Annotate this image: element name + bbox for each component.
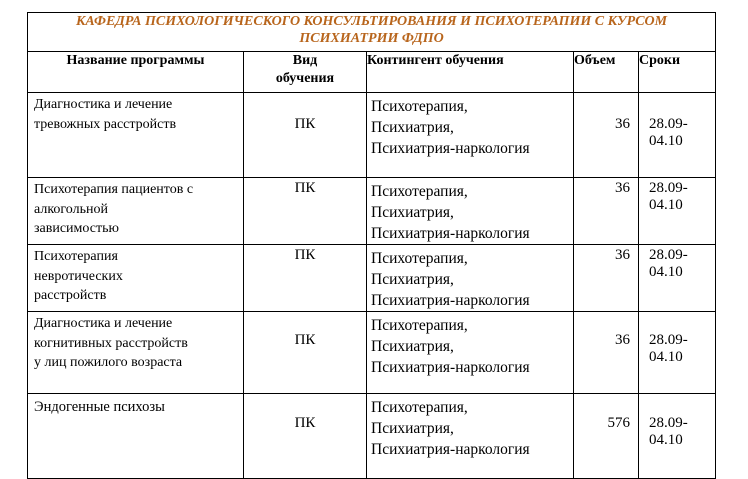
program-name-cell: [28, 312, 244, 394]
contingent-line: Психиатрия,: [371, 204, 454, 221]
header-program-name: Название программы: [28, 52, 244, 93]
contingent-line: Психотерапия,: [371, 250, 468, 267]
volume-cell: 576: [574, 394, 639, 479]
header-contingent: Контингент обучения: [367, 52, 574, 93]
header-row: [28, 52, 716, 93]
program-name-line: когнитивных расстройств: [34, 335, 188, 351]
program-name-cell: [28, 394, 244, 479]
header-study-type: [244, 52, 367, 93]
programs-table: [27, 12, 716, 479]
contingent-cell: [367, 394, 574, 479]
program-name-line: Диагностика и лечение: [34, 97, 173, 112]
program-name-line: у лиц пожилого возраста: [34, 355, 183, 370]
contingent-line: Психотерапия,: [371, 317, 468, 334]
contingent-line: Психиатрия-наркология: [371, 441, 530, 458]
volume-cell: 36: [574, 312, 639, 394]
header-study-type-line-1: Вид: [292, 53, 318, 68]
department-title: [28, 13, 716, 52]
program-name-line: Диагностика и лечение: [34, 316, 173, 331]
study-type-cell: ПК: [244, 245, 367, 312]
terms-cell: 28.09-04.10: [639, 93, 716, 178]
contingent-line: Психиатрия-наркология: [371, 140, 530, 157]
program-name-line: Психотерапия: [34, 249, 118, 264]
contingent-line: Психиатрия,: [371, 420, 454, 437]
program-name-cell: [28, 245, 244, 312]
contingent-cell: [367, 245, 574, 312]
table-row: [28, 245, 716, 312]
program-name-line: алкогольной: [34, 201, 108, 217]
header-study-type-line-2: обучения: [275, 71, 335, 86]
program-name-line: невротических: [34, 268, 123, 284]
table-row: [28, 178, 716, 245]
table-row: [28, 312, 716, 394]
contingent-line: Психиатрия-наркология: [371, 292, 530, 309]
contingent-line: Психиатрия,: [371, 119, 454, 136]
contingent-cell: [367, 178, 574, 245]
study-type-cell: ПК: [244, 178, 367, 245]
program-name-line: тревожных расстройств: [34, 116, 177, 132]
contingent-line: Психиатрия,: [371, 338, 454, 355]
contingent-line: Психиатрия-наркология: [371, 359, 530, 376]
contingent-line: Психотерапия,: [371, 98, 468, 115]
volume-cell: 36: [574, 93, 639, 178]
program-name-line: расстройств: [34, 288, 107, 303]
contingent-line: Психиатрия,: [371, 271, 454, 288]
program-name-line: Психотерапия пациентов с: [34, 182, 194, 197]
study-type-cell: ПК: [244, 394, 367, 479]
study-type-cell: ПК: [244, 312, 367, 394]
terms-cell: 28.09-04.10: [639, 394, 716, 479]
program-name-cell: [28, 178, 244, 245]
program-name-cell: [28, 93, 244, 178]
study-type-cell: ПК: [244, 93, 367, 178]
title-row: [28, 13, 716, 52]
contingent-line: Психиатрия-наркология: [371, 225, 530, 242]
program-name-line: Эндогенные психозы: [34, 399, 165, 415]
department-title-line-1: КАФЕДРА ПСИХОЛОГИЧЕСКОГО КОНСУЛЬТИРОВАНИЯ И ПСИХОТЕРАПИИ С КУРСОМ: [75, 14, 668, 29]
header-terms: Сроки: [639, 52, 716, 93]
contingent-cell: [367, 312, 574, 394]
program-name-line: зависимостью: [34, 221, 119, 236]
contingent-line: Психотерапия,: [371, 399, 468, 416]
table-row: [28, 394, 716, 479]
department-title-line-2: ПСИХИАТРИИ ФДПО: [299, 31, 444, 46]
volume-cell: 36: [574, 178, 639, 245]
terms-cell: 28.09-04.10: [639, 178, 716, 245]
terms-cell: 28.09-04.10: [639, 312, 716, 394]
volume-cell: 36: [574, 245, 639, 312]
table-body: [28, 93, 716, 479]
contingent-cell: [367, 93, 574, 178]
contingent-line: Психотерапия,: [371, 183, 468, 200]
table-row: [28, 93, 716, 178]
header-volume: Объем: [574, 52, 639, 93]
terms-cell: 28.09-04.10: [639, 245, 716, 312]
